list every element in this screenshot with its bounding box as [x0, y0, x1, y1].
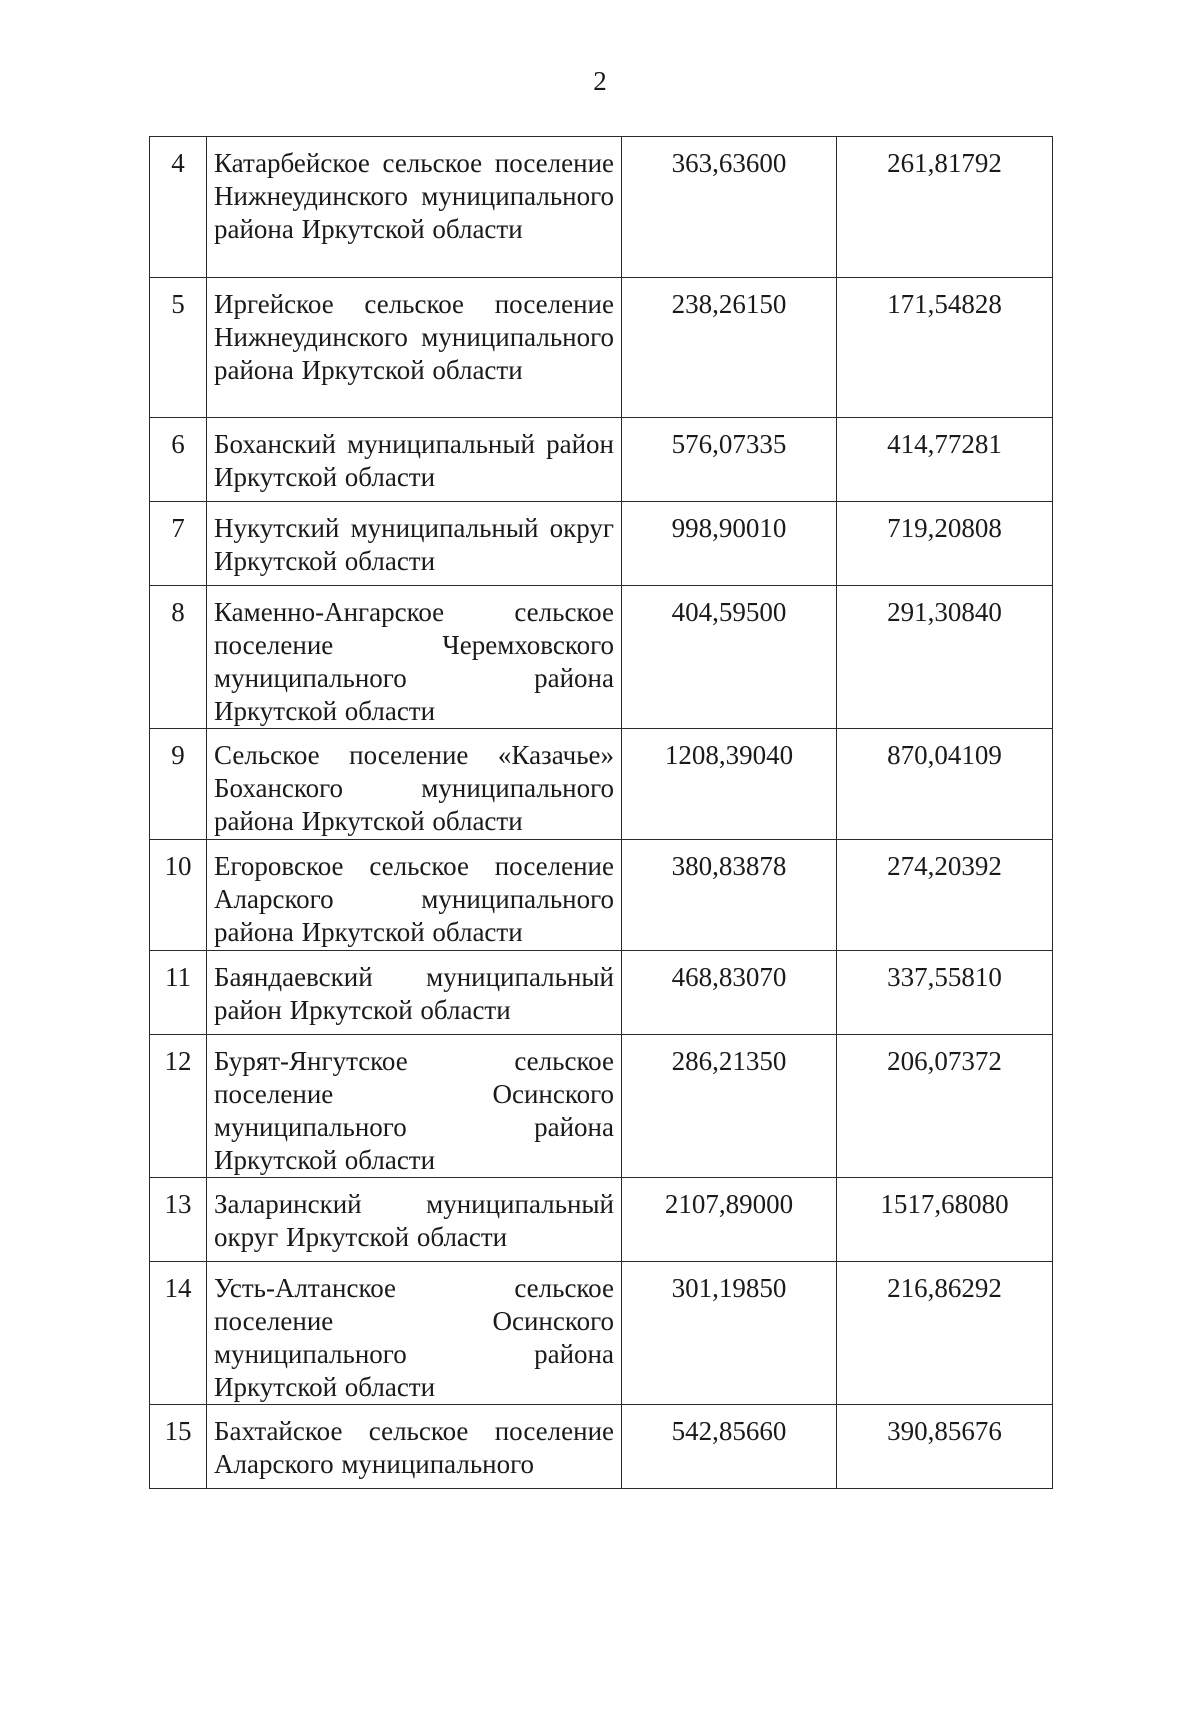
table-row: [150, 137, 1053, 278]
value-1-cell: 576,07335: [622, 418, 837, 502]
value-2-cell: 261,81792: [837, 137, 1053, 278]
table-row: [150, 951, 1053, 1035]
row-number-cell: 11: [150, 951, 207, 1035]
value-2-cell: 719,20808: [837, 502, 1053, 586]
value-1-cell: 380,83878: [622, 840, 837, 951]
row-number-cell: 9: [150, 729, 207, 840]
value-1-cell: 468,83070: [622, 951, 837, 1035]
row-number-cell: 10: [150, 840, 207, 951]
value-2-cell: 1517,68080: [837, 1178, 1053, 1262]
table-row: [150, 586, 1053, 729]
value-2-cell: 171,54828: [837, 278, 1053, 418]
value-1-cell: 404,59500: [622, 586, 837, 729]
table-row: [150, 278, 1053, 418]
value-1-cell: 542,85660: [622, 1405, 837, 1489]
municipality-name-cell: Нукутский муниципальный округ Иркутской области: [207, 502, 622, 586]
allocation-table: [149, 136, 1053, 1489]
municipality-name-cell: Каменно-Ангарское сельское поселение Черемховского муниципального района Иркутской области: [207, 586, 622, 729]
value-2-cell: 206,07372: [837, 1035, 1053, 1178]
municipality-name-cell: Боханский муниципальный район Иркутской области: [207, 418, 622, 502]
municipality-name-cell: Баяндаевский муниципальный район Иркутской области: [207, 951, 622, 1035]
value-2-cell: 291,30840: [837, 586, 1053, 729]
value-2-cell: 216,86292: [837, 1262, 1053, 1405]
value-1-cell: 238,26150: [622, 278, 837, 418]
table-body: [150, 137, 1053, 1489]
page-number: 2: [593, 66, 607, 96]
value-1-cell: 2107,89000: [622, 1178, 837, 1262]
row-number-cell: 6: [150, 418, 207, 502]
row-number-cell: 8: [150, 586, 207, 729]
municipality-name-cell: Сельское поселение «Казачье» Боханского муниципального района Иркутской области: [207, 729, 622, 840]
municipality-name-cell: Усть-Алтанское сельское поселение Осинского муниципального района Иркутской области: [207, 1262, 622, 1405]
value-1-cell: 301,19850: [622, 1262, 837, 1405]
value-1-cell: 998,90010: [622, 502, 837, 586]
table-row: [150, 1405, 1053, 1489]
municipality-name-cell: Егоровское сельское поселение Аларского муниципального района Иркутской области: [207, 840, 622, 951]
row-number-cell: 7: [150, 502, 207, 586]
value-2-cell: 870,04109: [837, 729, 1053, 840]
table-row: [150, 729, 1053, 840]
table-row: [150, 1035, 1053, 1178]
table-row: [150, 1178, 1053, 1262]
value-2-cell: 274,20392: [837, 840, 1053, 951]
table-row: [150, 840, 1053, 951]
municipality-name-cell: Катарбейское сельское поселение Нижнеудинского муниципального района Иркутской области: [207, 137, 622, 278]
municipality-name-cell: Иргейское сельское поселение Нижнеудинского муниципального района Иркутской области: [207, 278, 622, 418]
row-number-cell: 12: [150, 1035, 207, 1178]
municipality-name-cell: Бахтайское сельское поселение Аларского муниципального: [207, 1405, 622, 1489]
table-row: [150, 1262, 1053, 1405]
row-number-cell: 13: [150, 1178, 207, 1262]
municipality-name-cell: Бурят-Янгутское сельское поселение Осинского муниципального района Иркутской области: [207, 1035, 622, 1178]
table-row: [150, 418, 1053, 502]
table-row: [150, 502, 1053, 586]
value-1-cell: 363,63600: [622, 137, 837, 278]
row-number-cell: 15: [150, 1405, 207, 1489]
row-number-cell: 14: [150, 1262, 207, 1405]
value-1-cell: 1208,39040: [622, 729, 837, 840]
value-2-cell: 337,55810: [837, 951, 1053, 1035]
row-number-cell: 4: [150, 137, 207, 278]
municipality-name-cell: Заларинский муниципальный округ Иркутской области: [207, 1178, 622, 1262]
value-1-cell: 286,21350: [622, 1035, 837, 1178]
value-2-cell: 390,85676: [837, 1405, 1053, 1489]
value-2-cell: 414,77281: [837, 418, 1053, 502]
row-number-cell: 5: [150, 278, 207, 418]
